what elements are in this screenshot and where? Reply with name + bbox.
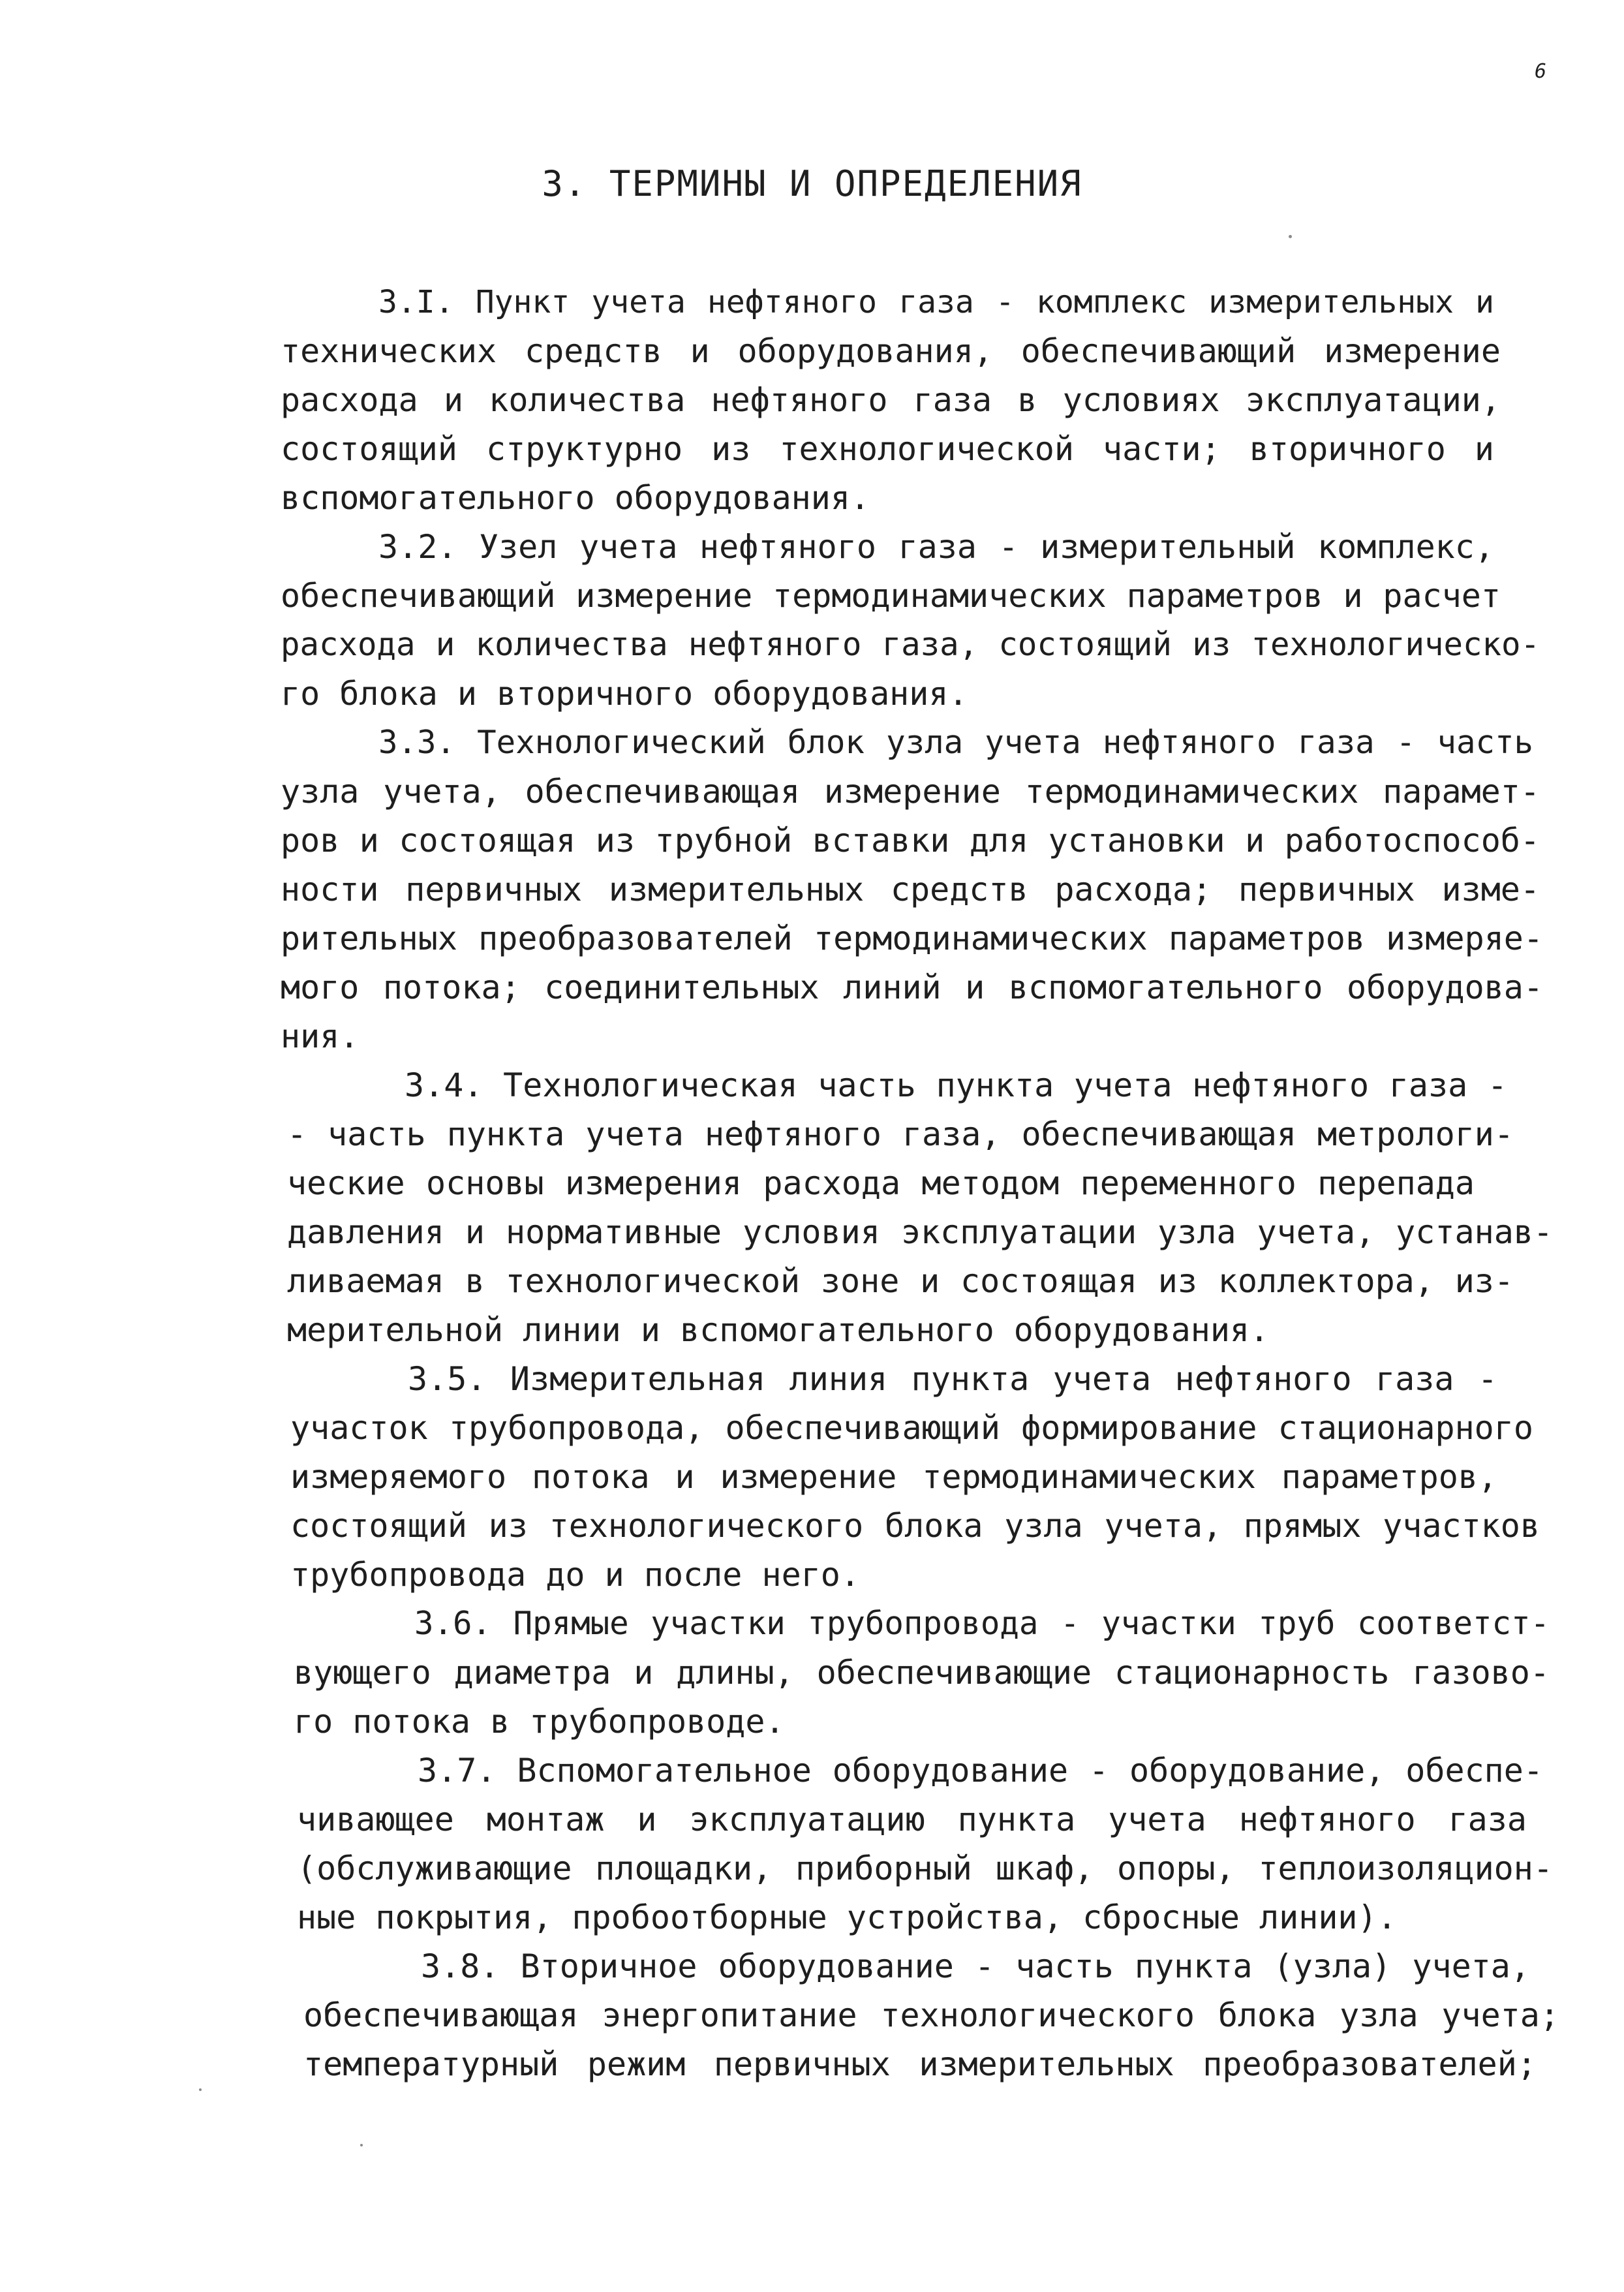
paragraph-line: го потока в трубопроводе.	[294, 1703, 785, 1741]
paragraph-line: расхода и количества нефтяного газа, состоящий из технологическо-	[281, 626, 1540, 663]
paragraph-line: ности первичных измерительных средств расхода; первичных изме-	[281, 871, 1540, 908]
paragraph-line: 3.6. Прямые участки трубопровода - участки труб соответст-	[414, 1605, 1550, 1642]
paragraph-line: ные покрытия, пробоотборные устройства, сбросные линии).	[297, 1898, 1397, 1936]
paragraph-line: мого потока; соединительных линий и вспомогательного оборудова-	[281, 968, 1543, 1006]
paragraph-line: трубопровода до и после него.	[290, 1556, 860, 1594]
paragraph-line: рительных преобразователей термодинамических параметров измеряе-	[281, 920, 1543, 957]
paragraph-line: технических средств и оборудования, обеспечивающий измерение	[281, 332, 1501, 370]
paragraph-line: 3.3. Технологический блок узла учета нефтяного газа - часть	[378, 724, 1533, 761]
scan-speck	[360, 2144, 363, 2146]
paragraph-line: 3.7. Вспомогательное оборудование - оборудование, обеспе-	[418, 1752, 1543, 1789]
paragraph-line: ния.	[281, 1017, 360, 1055]
paragraph-line: вующего диаметра и длины, обеспечивающие стационарность газово-	[294, 1654, 1550, 1692]
paragraph-line: измеряемого потока и измерение термодинамических параметров,	[290, 1458, 1497, 1496]
paragraph-line: вспомогательного оборудования.	[281, 479, 870, 517]
paragraph-line: давления и нормативные условия эксплуатации узла учета, устанав-	[287, 1213, 1553, 1251]
paragraph-line: го блока и вторичного оборудования.	[281, 675, 968, 713]
paragraph-line: ливаемая в технологической зоне и состоящая из коллектора, из-	[287, 1262, 1514, 1300]
scan-speck	[199, 2088, 202, 2091]
paragraph-line: обеспечивающая энергопитание технологического блока узла учета;	[303, 1996, 1559, 2034]
paragraph-line: 3.2. Узел учета нефтяного газа - измерительный комплекс,	[378, 528, 1494, 566]
paragraph-line: (обслуживающие площадки, приборный шкаф, опоры, теплоизоляцион-	[297, 1850, 1553, 1887]
paragraph-line: - часть пункта учета нефтяного газа, обеспечивающая метрологи-	[287, 1115, 1514, 1153]
paragraph-line: мерительной линии и вспомогательного оборудования.	[287, 1311, 1270, 1349]
paragraph-line: обеспечивающий измерение термодинамических параметров и расчет	[281, 577, 1501, 615]
paragraph-line: 3.I. Пункт учета нефтяного газа - комплекс измерительных и	[378, 284, 1494, 320]
paragraph-line: ческие основы измерения расхода методом переменного перепада	[287, 1164, 1475, 1202]
paragraph-line: узла учета, обеспечивающая измерение термодинамических парамет-	[281, 773, 1540, 811]
paragraph-line: 3.4. Технологическая часть пункта учета нефтяного газа -	[405, 1066, 1507, 1104]
page-number: 6	[1535, 60, 1547, 83]
paragraph-line: чивающее монтаж и эксплуатацию пункта учета нефтяного газа	[297, 1801, 1527, 1838]
paragraph-line: состоящий из технологического блока узла учета, прямых участков	[290, 1507, 1540, 1545]
paragraph-line: состоящий структурно из технологической части; вторичного и	[281, 430, 1494, 468]
paragraph-line: 3.5. Измерительная линия пункта учета нефтяного газа -	[408, 1360, 1497, 1398]
paragraph-line: ров и состоящая из трубной вставки для установки и работоспособ-	[281, 822, 1540, 860]
scan-speck	[1289, 235, 1292, 238]
paragraph-line: 3.8. Вторичное оборудование - часть пункта (узла) учета,	[421, 1947, 1530, 1985]
paragraph-line: температурный режим первичных измерительных преобразователей;	[303, 2045, 1537, 2083]
section-title: 3. ТЕРМИНЫ И ОПРЕДЕЛЕНИЯ	[542, 163, 1082, 204]
paragraph-line: расхода и количества нефтяного газа в условиях эксплуатации,	[281, 381, 1501, 419]
paragraph-line: участок трубопровода, обеспечивающий формирование стационарного	[290, 1409, 1533, 1447]
